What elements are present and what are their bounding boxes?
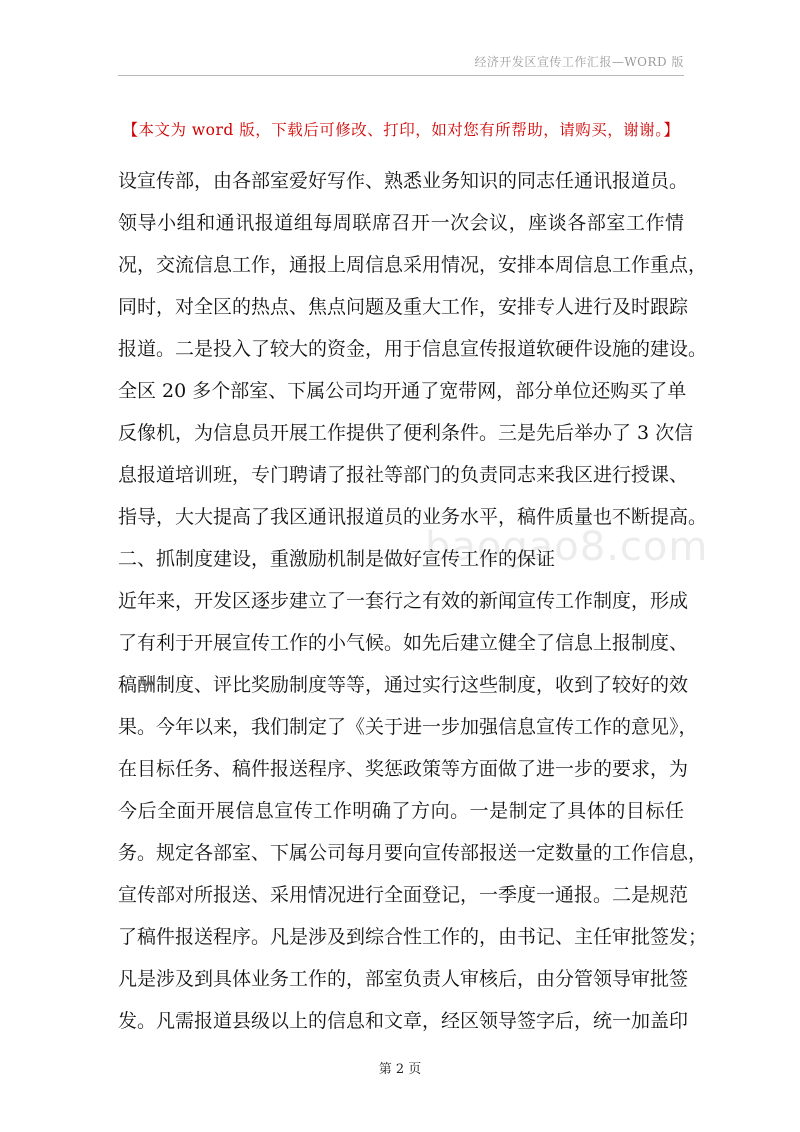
body-line: 领导小组和通讯报道组每周联席召开一次会议，座谈各部室工作情 [118,212,684,234]
watermark-text: baogao8.com [425,524,709,570]
body-line: 凡是涉及到具体业务工作的，部室负责人审核后，由分管领导审批签 [118,968,689,990]
header-divider [118,75,684,76]
document-body [118,160,708,1042]
body-line: 了有利于开展宣传工作的小气候。如先后建立健全了信息上报制度、 [118,632,689,654]
body-line: 近年来，开发区逐步建立了一套行之有效的新闻宣传工作制度，形成 [118,590,689,612]
body-line: 报道。二是投入了较大的资金，用于信息宣传报道软硬件设施的建设。 [118,338,708,360]
body-line: 全区 20 多个部室、下属公司均开通了宽带网，部分单位还购买了单 [118,380,687,402]
body-line: 发。凡需报道县级以上的信息和文章，经区领导签字后，统一加盖印 [118,1010,689,1032]
page-number: 第 2 页 [378,1062,422,1077]
body-line: 设宣传部，由各部室爱好写作、熟悉业务知识的同志任通讯报道员。 [118,170,689,192]
body-line: 稿酬制度、评比奖励制度等等，通过实行这些制度，收到了较好的效 [118,674,689,696]
body-line: 反像机，为信息员开展工作提供了便利条件。三是先后举办了 3 次信 [118,422,694,444]
body-line: 果。今年以来，我们制定了《关于进一步加强信息宣传工作的意见》， [118,716,698,738]
body-line: 同时，对全区的热点、焦点问题及重大工作，安排专人进行及时跟踪 [118,296,689,318]
body-line: 今后全面开展信息宣传工作明确了方向。一是制定了具体的目标任 [118,800,684,822]
body-line: 指导，大大提高了我区通讯报道员的业务水平，稿件质量也不断提高。 [118,506,708,528]
body-line: 宣传部对所报送、采用情况进行全面登记，一季度一通报。二是规范 [118,884,689,906]
body-line: 在目标任务、稿件报送程序、奖惩政策等方面做了进一步的要求，为 [118,758,689,780]
running-header: 经济开发区宣传工作汇报—WORD 版 [474,55,684,69]
body-line: 况，交流信息工作，通报上周信息采用情况，安排本周信息工作重点， [118,254,708,276]
purchase-notice: 【本文为 word 版，下载后可修改、打印，如对您有所帮助，请购买，谢谢。】 [122,121,680,139]
body-line: 息报道培训班，专门聘请了报社等部门的负责同志来我区进行授课、 [118,464,689,486]
section-heading: 二、抓制度建设，重激励机制是做好宣传工作的保证 [118,548,556,570]
body-line: 了稿件报送程序。凡是涉及到综合性工作的，由书记、主任审批签发； [118,926,708,948]
body-line: 务。规定各部室、下属公司每月要向宣传部报送一定数量的工作信息， [118,842,708,864]
